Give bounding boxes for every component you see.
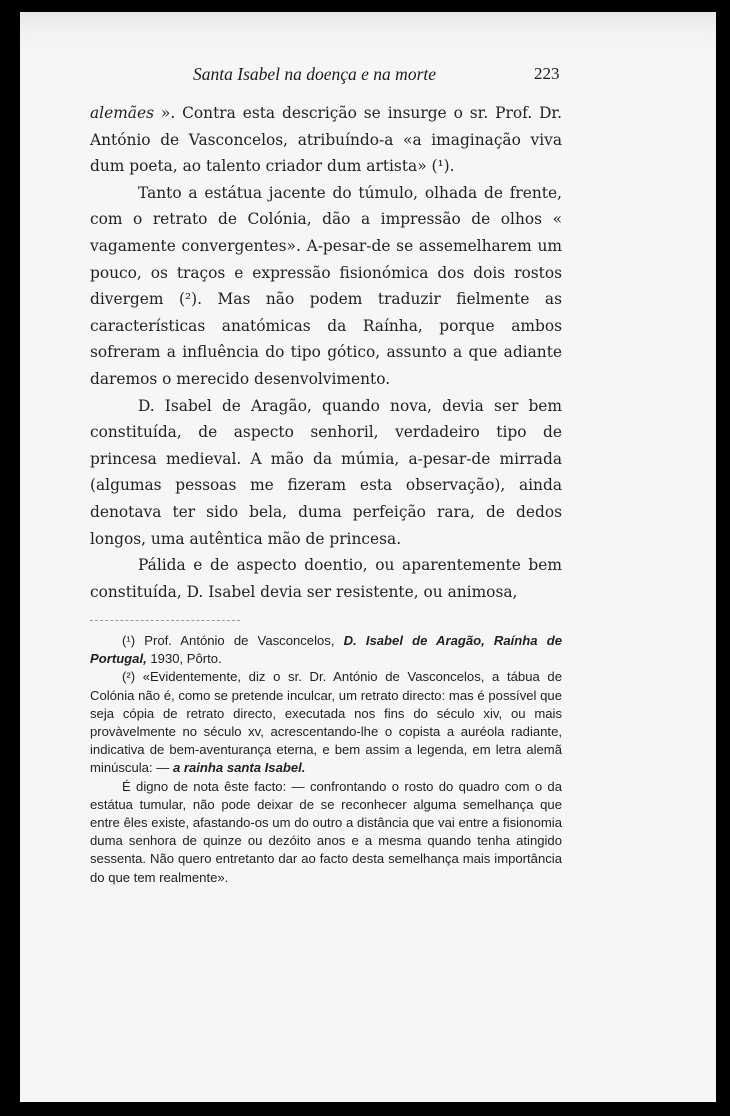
footnote-1	[90, 632, 562, 668]
paragraph-2: Tanto a estátua jacente do túmulo, olhada de frente, com o retrato de Colónia, dão a impressão de olhos « vagamente convergentes». A-pesar-de se assemelharem um pouco, os traços e expressão fisionómica dos dois rostos divergem (²). Mas não podem traduzir fielmente as características anatómicas da Raínha, porque ambos sofreram a influência do tipo gótico, assunto a que adiante daremos o merecido desenvolvimento.	[90, 183, 562, 388]
footnotes	[90, 632, 562, 887]
paragraph-1-italic-word: alemães	[90, 104, 154, 122]
footnote-1-author: Prof. António de Vasconcelos,	[135, 633, 344, 648]
footnote-2-text: «Evidentemente, diz o sr. Dr. António de Vasconcelos, a tábua de Colónia não é, como se pretende inculcar, um retrato directo: mas é possível que seja cópia de retrato directo, executada nos fins do século xiv, ou mais provàvelmente no século xv, acrescentando-lhe o copista a auréola radiante, indicativa de bem-aventurança eterna, e bem assim a legenda, em letra alemã minúscula: —	[90, 669, 562, 776]
footnote-1-title: D. Isabel de Aragão, Raínha de Portugal,	[90, 633, 562, 667]
book-page	[20, 12, 716, 1102]
paragraph-3: D. Isabel de Aragão, quando nova, devia ser bem constituída, de aspecto senhoril, verdadeiro tipo de princesa medieval. A mão da múmia, a-pesar-de mirrada (algumas pessoas me fizeram esta observação), ainda denotava ter sido bela, duma perfeição rara, de dedos longos, uma autêntica mão de princesa.	[90, 396, 562, 548]
main-text	[90, 100, 562, 605]
footnote-2-continuation: É digno de nota êste facto: — confrontando o rosto do quadro com o da estátua tumular, não pode deixar de se reconhecer alguma semelhança que entre êles existe, afastando-os um do outro a distância que vai entre a fisionomia duma senhora de quinze ou dezóito anos e a mesma quando tenha atingido sessenta. Não quero entretanto dar ao facto desta semelhança mais importância do que tem realmente».	[90, 778, 562, 885]
footnote-1-rest: 1930, Pôrto.	[146, 651, 222, 667]
footnote-2	[90, 668, 562, 777]
footnote-2-legend: a rainha santa Isabel.	[172, 760, 306, 776]
footnote-2-marker: (²)	[122, 669, 136, 685]
running-title: Santa Isabel na doença e na morte	[193, 64, 437, 84]
paragraph-4: Pálida e de aspecto doentio, ou aparentemente bem constituída, D. Isabel devia ser resistente, ou animosa,	[90, 556, 562, 601]
page-header	[20, 64, 716, 88]
paragraph-1-text: ». Contra esta descrição se insurge o sr. Prof. Dr. António de Vasconcelos, atribuíndo-a «a imaginação viva dum poeta, ao talento criador dum artista» (¹).	[90, 104, 562, 176]
paragraph-1	[90, 100, 562, 180]
footnote-1-marker: (¹)	[122, 633, 136, 648]
footnote-divider	[90, 620, 240, 622]
page-number: 223	[534, 64, 560, 83]
